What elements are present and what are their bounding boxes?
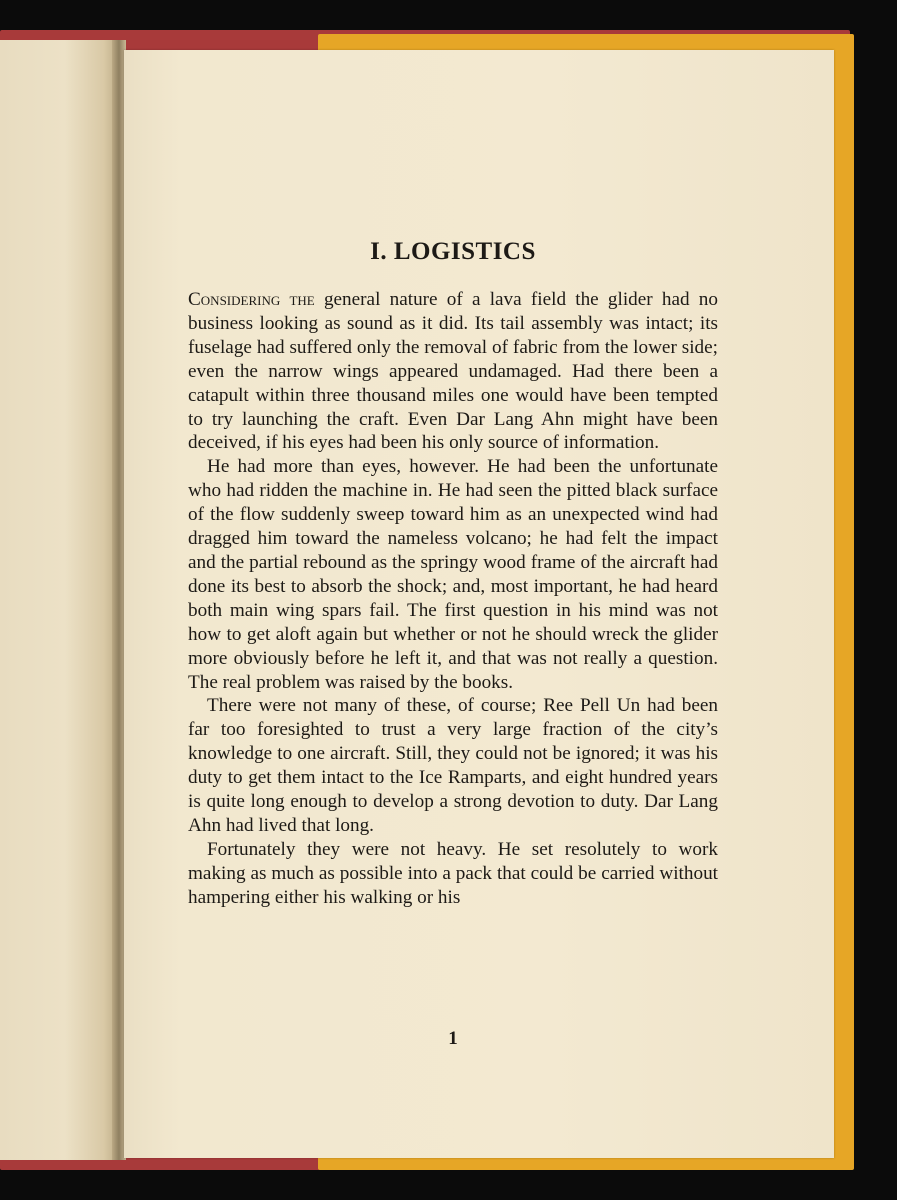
left-page (0, 40, 118, 1160)
paragraph-lead-in: Considering the (188, 289, 315, 310)
chapter-body (188, 288, 718, 910)
paragraph (188, 288, 718, 455)
paragraph: There were not many of these, of course; Ree Pell Un had been far too foresighted to trust a very large fraction of the city’s knowledge to one aircraft. Still, they could not be ignored; it was his duty to get them intact to the Ice Ramparts, and eight hundred years is quite long enough to develop a strong devotion to duty. Dar Lang Ahn had lived that long. (188, 695, 718, 836)
paragraph-text: general nature of a lava field the glider had no business looking as sound as it did. Its tail assembly was intact; its fuselage had suffered only the removal of fabric from the lower side; even the narrow wings appeared undamaged. Had there been a catapult within three thousand miles one would have been tempted to try launching the craft. Even Dar Lang Ahn might have been deceived, if his eyes had been his only source of information. (188, 289, 718, 454)
paragraph: He had more than eyes, however. He had been the unfortunate who had ridden the machine in. He had seen the pitted black surface of the flow suddenly sweep toward him as an unexpected wind had dragged him toward the nameless volcano; he had felt the impact and the partial rebound as the springy wood frame of the aircraft had done its best to absorb the shock; and, most important, he had heard both main wing spars fail. The first question in his mind was not how to get aloft again but whether or not he should wreck the glider more obviously before he left it, and that was not really a question. The real problem was raised by the books. (188, 456, 718, 693)
page-number: 1 (448, 1028, 458, 1049)
chapter-title: I. LOGISTICS (370, 238, 536, 265)
paragraph: Fortunately they were not heavy. He set resolutely to work making as much as possible into a pack that could be carried without hampering either his walking or his (188, 838, 718, 908)
right-page (124, 50, 834, 1158)
